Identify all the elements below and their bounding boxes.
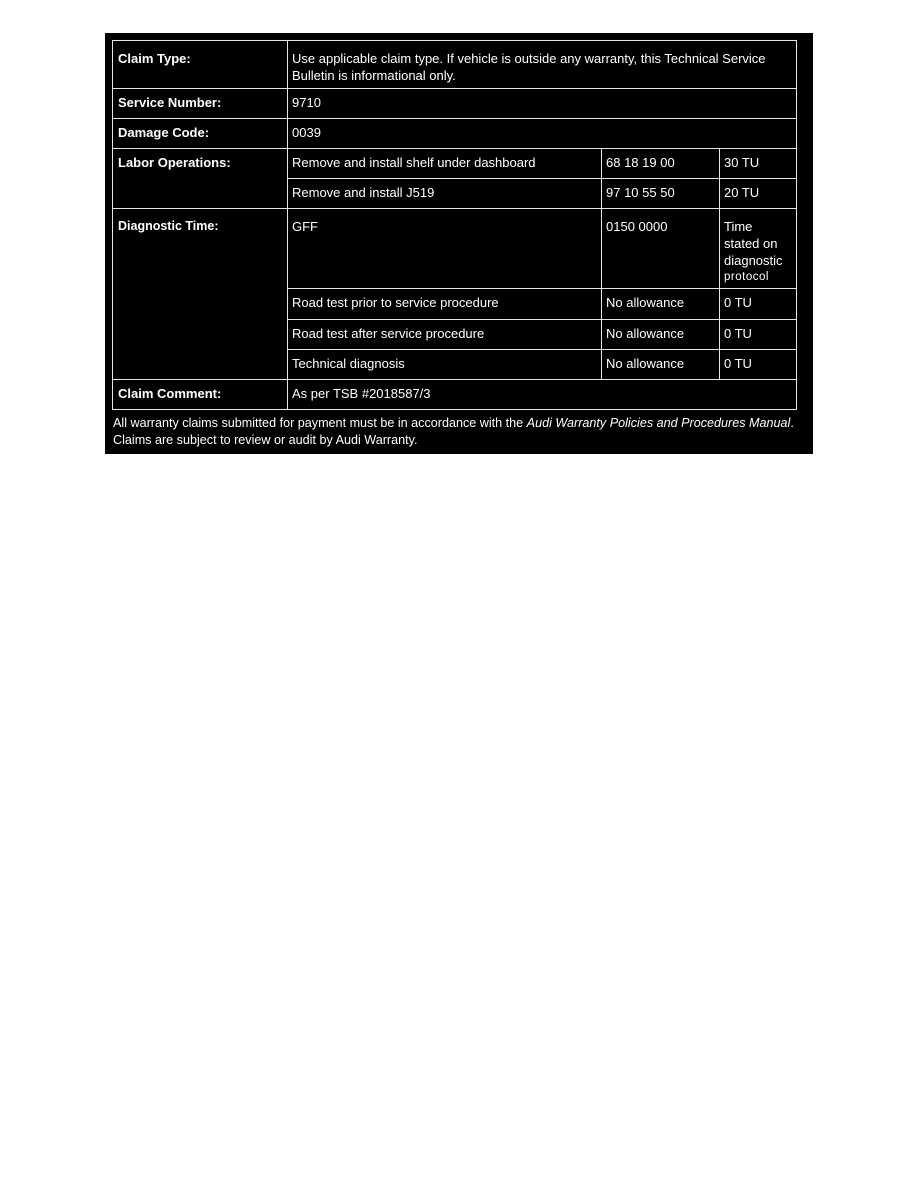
table-row-claim-comment (113, 380, 797, 410)
diagnostic-time-line: Time (724, 219, 753, 234)
claim-type-value: Use applicable claim type. If vehicle is outside any warranty, this Technical Service Bulletin is informational only. (288, 41, 797, 89)
diagnostic-time-value: 0 TU (720, 350, 797, 380)
table-row-damage-code (113, 119, 797, 149)
footer-text: . Claims are subject to review or audit by Audi Warranty. (113, 416, 794, 447)
diagnostic-time-line: protocol (724, 271, 769, 283)
diagnostic-time-value: 0 TU (720, 289, 797, 320)
labor-operations-label: Labor Operations: (113, 149, 288, 209)
service-number-value: 9710 (288, 89, 797, 119)
diagnostic-time-label: Diagnostic Time: (113, 209, 288, 380)
labor-op-description: Remove and install J519 (288, 179, 602, 209)
damage-code-value: 0039 (288, 119, 797, 149)
diagnostic-description: GFF (288, 209, 602, 289)
diagnostic-time-line: diagnostic (724, 253, 783, 268)
policy-manual-title: Audi Warranty Policies and Procedures Manual (526, 416, 791, 430)
labor-op-code: 97 10 55 50 (602, 179, 720, 209)
warranty-table (112, 40, 797, 410)
warranty-footer-note (113, 415, 803, 449)
claim-comment-value: As per TSB #2018587/3 (288, 380, 797, 410)
diagnostic-time-value (720, 209, 797, 289)
claim-comment-label: Claim Comment: (113, 380, 288, 410)
table-row-labor-op (113, 149, 797, 179)
diagnostic-code: 0150 0000 (602, 209, 720, 289)
diagnostic-description: Technical diagnosis (288, 350, 602, 380)
table-row-service-number (113, 89, 797, 119)
service-number-label: Service Number: (113, 89, 288, 119)
diagnostic-time-line: stated on (724, 236, 778, 251)
labor-op-code: 68 18 19 00 (602, 149, 720, 179)
warranty-block (105, 33, 813, 454)
labor-op-time: 20 TU (720, 179, 797, 209)
diagnostic-code: No allowance (602, 320, 720, 350)
table-row-claim-type (113, 41, 797, 89)
diagnostic-description: Road test after service procedure (288, 320, 602, 350)
labor-op-description: Remove and install shelf under dashboard (288, 149, 602, 179)
diagnostic-time-value: 0 TU (720, 320, 797, 350)
footer-text: All warranty claims submitted for payment must be in accordance with the (113, 416, 527, 430)
claim-type-label: Claim Type: (113, 41, 288, 89)
diagnostic-description: Road test prior to service procedure (288, 289, 602, 320)
labor-op-time: 30 TU (720, 149, 797, 179)
diagnostic-code: No allowance (602, 350, 720, 380)
diagnostic-code: No allowance (602, 289, 720, 320)
damage-code-label: Damage Code: (113, 119, 288, 149)
table-row-diagnostic (113, 209, 797, 289)
